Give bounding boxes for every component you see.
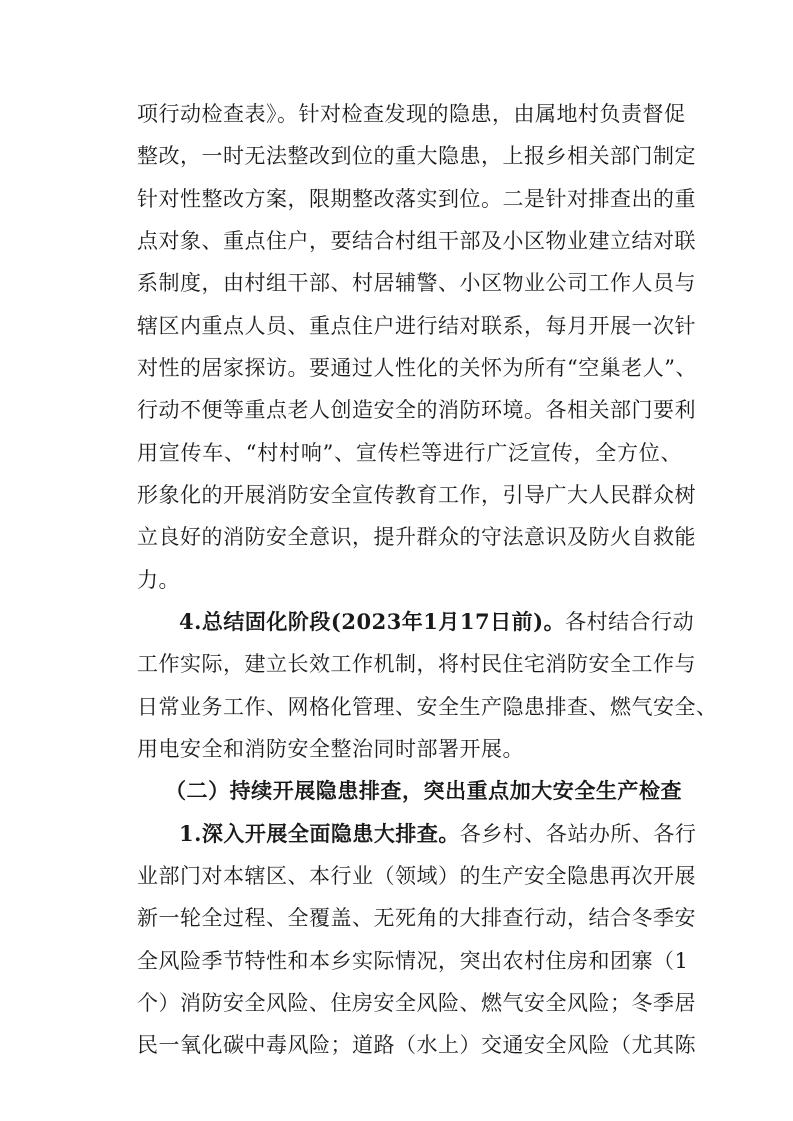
paragraph-text: 各村结合行动	[565, 610, 695, 634]
paragraph-line: 新一轮全过程、全覆盖、无死角的大排查行动，结合冬季安	[137, 906, 696, 930]
paragraph-line: 用宣传车、“村村响”、宣传栏等进行广泛宣传，全方位、	[137, 441, 682, 465]
paragraph-first-line	[179, 604, 695, 640]
paragraph-line: 工作实际，建立长效工作机制，将村民住宅消防安全工作与	[137, 652, 696, 676]
paragraph-line: 民一氧化碳中毒风险；道路（水上）交通安全风险（尤其陈	[137, 1033, 696, 1057]
stage-heading: 4.总结固化阶段(2023年1月17日前)。	[179, 609, 566, 634]
paragraph-line: 用电安全和消防安全整治同时部署开展。	[137, 737, 524, 761]
paragraph-line: 点对象、重点住户，要结合村组干部及小区物业建立结对联	[137, 229, 696, 253]
paragraph-line: 系制度，由村组干部、村居辅警、小区物业公司工作人员与	[137, 271, 696, 295]
section-heading: （二）持续开展隐患排查，突出重点加大安全生产检查	[165, 778, 682, 803]
paragraph-line: 日常业务工作、网格化管理、安全生产隐患排查、燃气安全、	[137, 695, 718, 719]
paragraph-text: 各乡村、各站办所、各行	[459, 822, 697, 846]
paragraph-line: 对性的居家探访。要通过人性化的关怀为所有“空巢老人”、	[137, 356, 697, 380]
paragraph-line: 整改，一时无法整改到位的重大隐患，上报乡相关部门制定	[137, 144, 696, 168]
paragraph-first-line	[179, 816, 697, 852]
paragraph-line: 形象化的开展消防安全宣传教育工作，引导广大人民群众树	[137, 483, 696, 507]
item-heading: 1.深入开展全面隐患大排查。	[179, 821, 460, 846]
paragraph-line: 行动不便等重点老人创造安全的消防环境。各相关部门要利	[137, 398, 696, 422]
paragraph-line: 针对性整改方案，限期整改落实到位。二是针对排查出的重	[137, 187, 696, 211]
paragraph-line: 立良好的消防安全意识，提升群众的守法意识及防火自救能	[137, 525, 696, 549]
paragraph-line: 个）消防安全风险、住房安全风险、燃气安全风险；冬季居	[137, 991, 696, 1015]
paragraph-line: 全风险季节特性和本乡实际情况，突出农村住房和团寨（1	[137, 949, 689, 973]
paragraph-line: 项行动检查表》。针对检查发现的隐患，由属地村负责督促	[137, 102, 686, 126]
paragraph-line: 辖区内重点人员、重点住户进行结对联系，每月开展一次针	[137, 314, 696, 338]
paragraph-line: 力。	[137, 568, 180, 592]
paragraph-line: 业部门对本辖区、本行业（领域）的生产安全隐患再次开展	[137, 864, 696, 888]
